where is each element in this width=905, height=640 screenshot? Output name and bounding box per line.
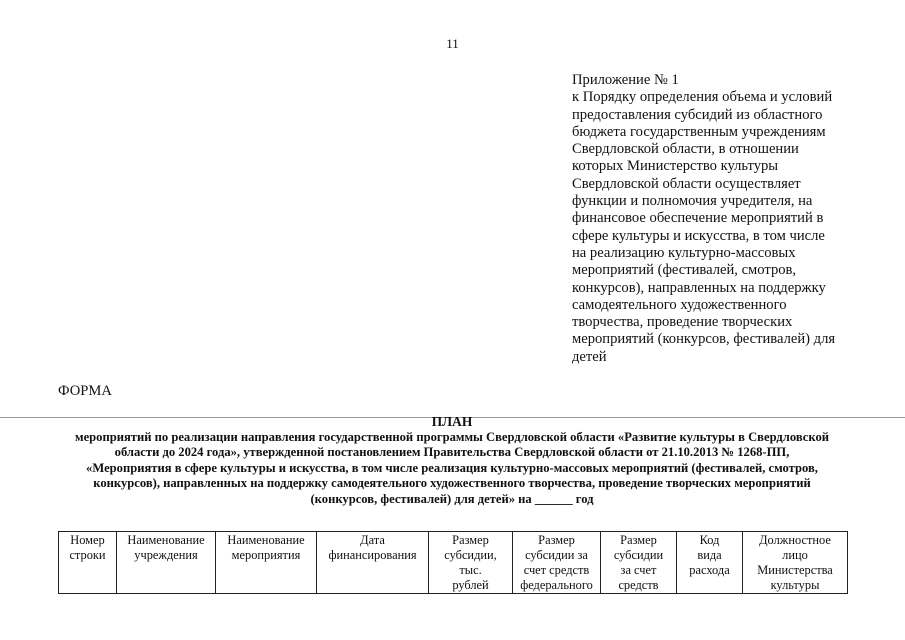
appendix-line: детей (572, 348, 607, 365)
appendix-line: Свердловской области, в отношении (572, 141, 799, 158)
header-text: строки (69, 548, 106, 562)
col-institution-name (117, 532, 216, 594)
header-text: вида (697, 548, 722, 562)
header-text: Дата (360, 533, 385, 547)
col-event-name (216, 532, 317, 594)
header-text: Размер (452, 533, 489, 547)
header-text: мероприятия (231, 548, 301, 562)
col-expense-code (677, 532, 743, 594)
header-text: счет средств (523, 563, 590, 577)
appendix-line: конкурсов), направленных на поддержку (572, 279, 826, 296)
header-text: средств (618, 578, 659, 592)
header-text: финансирования (328, 548, 417, 562)
header-text: лицо (782, 548, 808, 562)
header-text: Наименование (227, 533, 305, 547)
col-ministry-official (743, 532, 848, 594)
header-text: расхода (689, 563, 730, 577)
appendix-line: мероприятий (фестивалей, смотров, (572, 262, 797, 279)
header-text: культуры (770, 578, 820, 592)
appendix-line: на реализацию культурно-массовых (572, 244, 796, 261)
appendix-line: к Порядку определения объема и условий (572, 89, 833, 106)
appendix-line: бюджета государственным учреждениям (572, 123, 826, 140)
header-text: Код (699, 533, 720, 547)
header-text: субсидии, (444, 548, 497, 562)
appendix-line: которых Министерство культуры (572, 158, 779, 175)
plan-line: мероприятий по реализации направления государственной программы Свердловской области «Развитие культуры в Свердловской (74, 429, 830, 444)
appendix-line: предоставления субсидий из областного (572, 106, 823, 123)
appendix-line: мероприятий (конкурсов, фестивалей) для (572, 331, 836, 348)
col-subsidy-amount (429, 532, 513, 594)
table-header-row (59, 532, 848, 594)
header-text: Должностное (759, 533, 831, 547)
appendix-line: финансовое обеспечение мероприятий в (572, 210, 824, 227)
appendix-line: самодеятельного художественного (572, 296, 787, 313)
plan-line: конкурсов), направленных на поддержку самодеятельного художественного творчества, проведение творческих мероприятий (93, 476, 811, 491)
plan-line: области до 2024 года», утвержденной постановлением Правительства Свердловской области от 21.10.2013 № 1268-ПП, (114, 445, 790, 460)
col-federal-subsidy (513, 532, 601, 594)
appendix-line: Свердловской области осуществляет (572, 175, 801, 192)
appendix-line: Приложение № 1 (572, 72, 679, 88)
header-text: Размер (538, 533, 575, 547)
header-text: тыс. (459, 563, 482, 577)
header-text: рублей (452, 578, 489, 592)
col-subsidy-funds (601, 532, 677, 594)
header-text: Размер (620, 533, 657, 547)
plan-title: ПЛАН (431, 414, 473, 429)
header-text: субсидии (613, 548, 664, 562)
page-number: 11 (446, 36, 459, 51)
header-text: субсидии за (525, 548, 588, 562)
plan-line: «Мероприятия в сфере культуры и искусства, в том числе реализация культурно-массовых мероприятий (фестивалей, смотров, (86, 460, 818, 475)
form-label: ФОРМА (58, 383, 112, 399)
col-financing-date (317, 532, 429, 594)
plan-line: (конкурсов, фестивалей) для детей» на ______ год (310, 491, 594, 506)
header-text: Наименование (127, 533, 205, 547)
header-text: федерального (520, 578, 593, 592)
appendix-line: творчества, проведение творческих (572, 314, 793, 331)
plan-table (58, 531, 848, 594)
appendix-line: функции и полномочия учредителя, на (572, 193, 813, 210)
header-text: Министерства (757, 563, 833, 577)
header-text: Номер (70, 533, 105, 547)
header-text: за счет (620, 563, 657, 577)
col-row-number (59, 532, 117, 594)
header-text: учреждения (134, 548, 198, 562)
appendix-line: сфере культуры и искусства, в том числе (572, 227, 825, 244)
